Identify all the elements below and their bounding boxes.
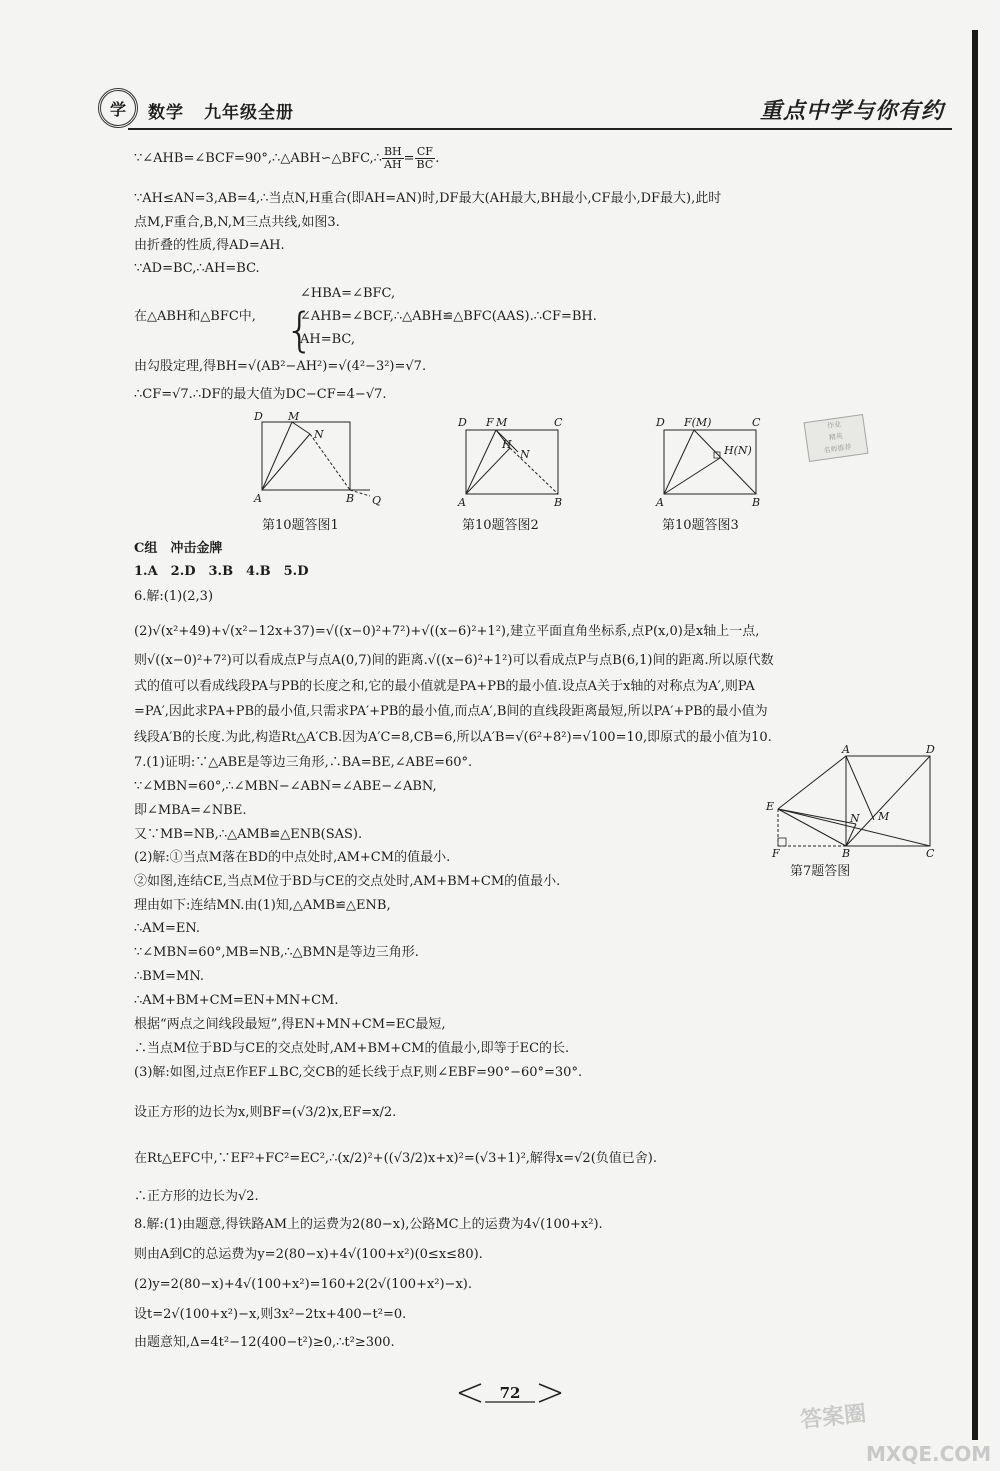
svg-text:B: B [554,496,563,508]
text-line: 线段A′B的长度.为此,构造Rt△A′CB.因为A′C=8,CB=6,所以A′B=√(6²+8²)=√100=10,即原式的最小值为10. [134,730,772,745]
figure-caption: 第10题答图2 [462,518,539,533]
text-line: ∴BM=MN. [134,969,205,984]
subject-label: 数学 [148,103,184,123]
svg-text:M: M [878,810,890,823]
text-line: ∴AM+BM+CM=EN+MN+CM. [134,993,339,1008]
school-logo-icon: 学 [98,88,138,128]
text-line: ∴AM=EN. [134,921,201,936]
svg-text:A: A [656,496,664,508]
text-line: 在Rt△EFC中,∵EF²+FC²=EC²,∴(x/2)²+((√3/2)x+x)²=(√3+1)²,解得x=√2(负值已舍). [134,1151,657,1166]
figure-10-3 [654,408,774,508]
svg-text:N: N [850,812,860,825]
svg-text:M: M [288,410,300,423]
text-line: 又∵MB=NB,∴△AMB≌△ENB(SAS). [134,827,363,842]
text-line: 则由A到C的总运费为y=2(80−x)+4√(100+x²)(0≤x≤80). [134,1247,483,1262]
svg-text:H: H [502,438,512,451]
text-line: ∴正方形的边长为√2. [134,1189,259,1204]
text-line: ∠HBA=∠BFC, [300,286,396,301]
text-line: 即∠MBA=∠NBE. [134,803,247,818]
svg-text:F: F [772,847,780,859]
text-line: ②如图,连结CE,当点M位于BD与CE的交点处时,AM+BM+CM的值最小. [134,874,561,889]
svg-text:N: N [314,428,324,441]
text-line: 根据“两点之间线段最短”,得EN+MN+CM=EC最短, [134,1017,446,1032]
text-line: 式的值可以看成线段PA与PB的长度之和,它的最小值就是PA+PB的最小值.设点A关于x轴的对称点为A′,则PA [134,679,755,694]
text-line: ∵∠MBN=60°,MB=NB,∴△BMN是等边三角形. [134,945,419,960]
watermark-logo: 答案圈 [799,1401,868,1434]
page-header [92,88,952,134]
system-brace: { [285,303,315,357]
text-line: ∵∠AHB=∠BCF=90°,∴△ABH∽△BFC,∴ $\frac{BH}{AH}$ = $\frac{CF}{BC}$ . [134,145,440,171]
text-line: 8.解:(1)由题意,得铁路AM上的运费为2(80−x),公路MC上的运费为4√(100+x²). [134,1217,603,1232]
text-line: 理由如下:连结MN.由(1)知,△AMB≌△ENB, [134,898,391,913]
text-line: (3)解:如图,过点E作EF⊥BC,交CB的延长线于点F,则∠EBF=90°−60°=30°. [134,1065,583,1080]
stamp-image: 作业 精英 名师推荐 [804,414,869,462]
svg-text:H(N): H(N) [724,444,752,457]
text-line: (2)y=2(80−x)+4√(100+x²)=160+2(2√(100+x²)−x). [134,1277,472,1292]
text-line: 则√((x−0)²+7²)可以看成点P与点A(0,7)间的距离.√((x−6)²+1²)可以看成点P与点B(6,1)间的距离.所以原代数 [134,653,774,668]
svg-text:B: B [752,496,761,508]
svg-text:D: D [458,416,467,429]
text-line: 在△ABH和△BFC中, [134,309,256,324]
svg-text:B: B [842,847,851,859]
fraction: $\frac{CF}{BC}$ [416,145,434,171]
page-number-ornament [455,1378,565,1408]
text-line: (2)解:①当点M落在BD的中点处时,AM+CM的值最小. [134,850,451,865]
page-edge-bar [972,30,978,1440]
svg-text:F(M): F(M) [684,416,712,429]
figure-caption: 第7题答图 [790,864,851,879]
text-line: 由勾股定理,得BH=√(AB²−AH²)=√(4²−3²)=√7. [134,359,427,374]
header-rule [128,128,952,130]
svg-text:M: M [496,416,508,429]
text-line: ∵AH≤AN=3,AB=4,∴当点N,H重合(即AH=AN)时,DF最大(AH最大,BH最小,CF最小,DF最大),此时 [134,191,722,206]
section-title: C组 冲击金牌 [134,541,223,556]
figure-caption: 第10题答图1 [262,518,339,533]
text-line: =PA′,因此求PA+PB的最小值,只需求PA′+PB的最小值,而点A′,B间的直线段距离最短,所以PA′+PB的最小值为 [134,704,768,719]
grade-label: 九年级全册 [204,103,294,123]
page-number: 72 [499,1384,521,1402]
text-line: 设t=2√(100+x²)−x,则3x²−2tx+400−t²=0. [134,1307,407,1322]
text-line: (2)√(x²+49)+√(x²−12x+37)=√((x−0)²+7²)+√((x−6)²+1²),建立平面直角坐标系,点P(x,0)是x轴上一点, [134,624,760,639]
figure-10-2 [456,408,576,508]
svg-text:F: F [486,416,494,429]
svg-text:C: C [926,847,935,859]
text-line: 由折叠的性质,得AD=AH. [134,238,285,253]
watermark-url: MXQE.COM [866,1442,992,1466]
text-line: 点M,F重合,B,N,M三点共线,如图3. [134,215,340,230]
svg-text:B: B [346,492,355,505]
svg-text:N: N [520,448,530,461]
text-line: ∠AHB=∠BCF,∴△ABH≌△BFC(AAS).∴CF=BH. [300,309,597,324]
text-line: 设正方形的边长为x,则BF=(√3/2)x,EF=x/2. [134,1105,397,1120]
text-line: 7.(1)证明:∵△ABE是等边三角形,∴BA=BE,∠ABE=60°. [134,755,473,770]
text-line: 6.解:(1)(2,3) [134,589,214,604]
text-line: 1.A 2.D 3.B 4.B 5.D [134,564,309,579]
svg-text:Q: Q [372,494,382,507]
series-title: 重点中学与你有约 [759,99,944,124]
text-line: ∴当点M位于BD与CE的交点处时,AM+BM+CM的值最小,即等于EC的长. [134,1041,570,1056]
text-line: ∵∠MBN=60°,∴∠MBN−∠ABN=∠ABE−∠ABN, [134,779,437,794]
figure-10-1 [252,408,392,508]
svg-text:C: C [554,416,563,429]
figure-7 [756,744,942,859]
svg-text:A: A [842,744,850,756]
svg-text:A: A [458,496,466,508]
fraction: $\frac{BH}{AH}$ [383,145,402,171]
text-line: 由题意知,Δ=4t²−12(400−t²)≥0,∴t²≥300. [134,1335,395,1350]
figure-caption: 第10题答图3 [662,518,739,533]
text-line: ∴CF=√7.∴DF的最大值为DC−CF=4−√7. [134,387,387,402]
svg-text:A: A [254,492,262,505]
text-line: AH=BC, [300,332,356,347]
svg-text:D: D [656,416,665,429]
svg-text:C: C [752,416,761,429]
svg-text:D: D [254,410,263,423]
svg-text:D: D [926,744,935,756]
svg-text:E: E [766,800,775,813]
text-line: ∵AD=BC,∴AH=BC. [134,261,260,276]
